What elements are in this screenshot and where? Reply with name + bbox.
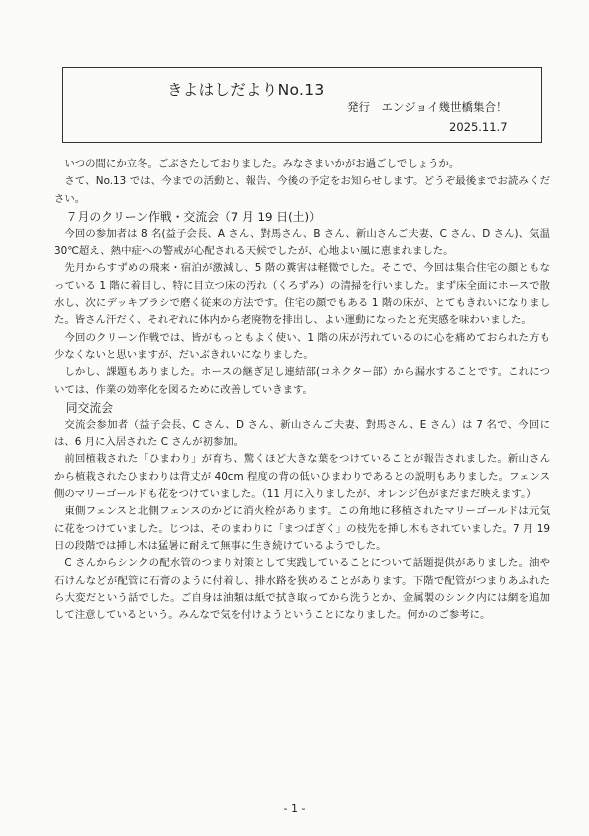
section-heading-exchange: 同交流会 bbox=[65, 400, 113, 415]
newsletter-title: きよはしだよりNo.13 bbox=[167, 81, 325, 99]
newsletter-body bbox=[54, 156, 550, 624]
section1-paragraph: 今回のクリーン作戦では、皆がもっともよく使い、1 階の床が汚れているのに心を痛めておられた方も少なくないと思いますが、だいぶきれいになりました。 bbox=[54, 331, 550, 361]
page-number: - 1 - bbox=[283, 802, 306, 815]
section1-paragraph: 今回の参加者は 8 名(益子会長、A さん、對馬さん、B さん、新山さんご夫妻、C さん、D さん)、気温 30℃超え、熱中症への警戒が心配される天候でしたが、心地よい風に恵まれました。 bbox=[54, 227, 550, 258]
issue-date: 2025.11.7 bbox=[449, 120, 508, 134]
section2-paragraph: 前回植栽された「ひまわり」が育ち、驚くほど大きな葉をつけていることが報告されました。新山さんから植栽されたひまわりは背丈が 40cm 程度の背の低いひまわりであるとの説明もありました。フェンス側のマリーゴールドも花をつけていました。（11 月に入りましたが、オレンジ色がまだまだ映えます。） bbox=[54, 453, 550, 501]
intro-paragraph: さて、No.13 では、今までの活動と、報告、今後の予定をお知らせします。どうぞ最後までお読みください。 bbox=[54, 175, 550, 205]
publisher-line: 発行 エンジョイ幾世橋集合！ bbox=[347, 100, 508, 114]
newsletter-header bbox=[62, 67, 542, 143]
section2-paragraph: 交流会参加者（益子会長、C さん、D さん、新山さんご夫妻、對馬さん、E さん）は 7 名で、今回には、6 月に入居された C さんが初参加。 bbox=[54, 418, 550, 449]
section2-paragraph: 東側フェンスと北側フェンスのかどに消火栓があります。この角地に移植されたマリーゴールドは元気に花をつけていました。じつは、そのまわりに「まつばぎく」の枝先を挿し木もされていました。7 月 19 日の段階では挿し木は猛暑に耐えて無事に生き続けているようでした。 bbox=[54, 505, 550, 552]
section1-paragraph: 先月からすずめの飛来・宿泊が激減し、5 階の糞害は軽微でした。そこで、今回は集合住宅の顔ともなっている 1 階に着目し、特に目立つ床の汚れ（くろずみ）の清掃を行いました。まず床全面にホースで散水し、次にデッキブラシで磨く従来の方法です。住宅の顔でもある 1 階の床が、とてもきれいになりました。皆さん汗だく、それぞれに体内から老廃物を排出し、よい運動になったと充実感を味わいました。 bbox=[54, 262, 550, 327]
section-heading-clean-up: ７月のクリーン作戦・交流会（7 月 19 日(土)） bbox=[65, 209, 321, 224]
section2-paragraph: C さんからシンクの配水管のつまり対策として実践していることについて話題提供がありました。油や石けんなどが配管に石膏のように付着し、排水路を狭めることがあります。下階で配管がつまりあふれたら大変だという話でした。ご自身は油類は紙で拭き取ってから洗うとか、金属製のシンク内には網を追加して注意しているという。みんなで気を付けようということになりました。何かのご参考に。 bbox=[54, 557, 550, 622]
section1-paragraph: しかし、課題もありました。ホースの継ぎ足し連結部(コネクター部）から漏水することです。これについては、作業の効率化を図るために改善していきます。 bbox=[54, 366, 550, 396]
intro-paragraph: いつの間にか立冬。ごぶさたしておりました。みなさまいかがお過ごしでしょうか。 bbox=[64, 158, 460, 170]
